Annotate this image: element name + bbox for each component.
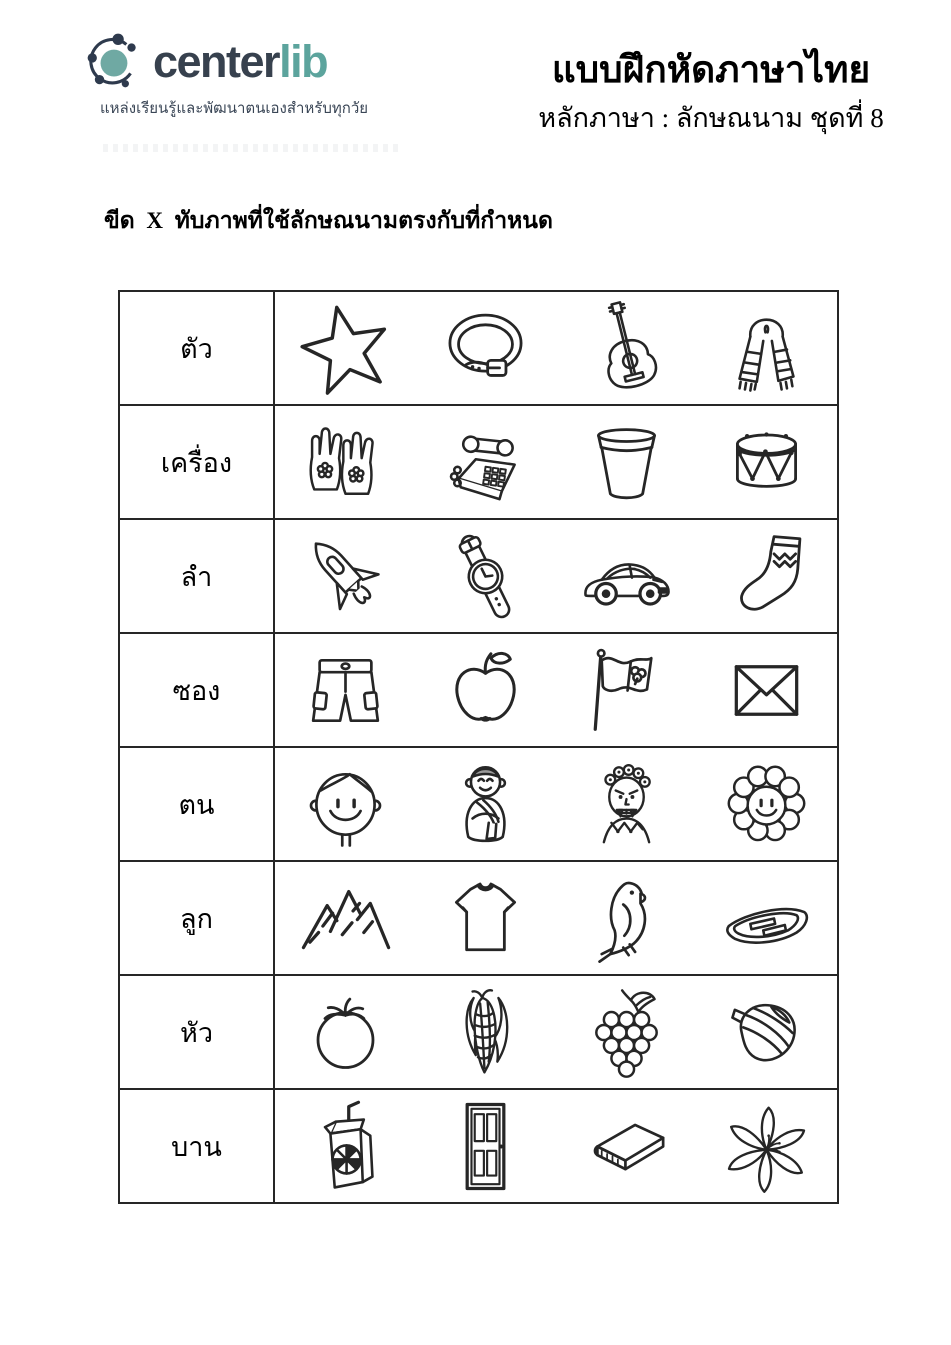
- flower-pot-icon: [578, 414, 675, 511]
- wristwatch-icon: [437, 528, 534, 625]
- star-icon: [297, 300, 394, 397]
- image-cell: [556, 862, 697, 974]
- table-row: [120, 518, 837, 632]
- telephone-icon: [437, 414, 534, 511]
- image-cell: [275, 634, 416, 746]
- juice-box-icon: [297, 1098, 394, 1195]
- image-cell: [416, 976, 557, 1088]
- t-shirt-icon: [437, 870, 534, 967]
- table-row: [120, 292, 837, 404]
- image-cell: [416, 406, 557, 518]
- image-cell: [416, 1090, 557, 1202]
- shorts-icon: [297, 642, 394, 739]
- image-cell: [556, 634, 697, 746]
- bird-icon: [578, 870, 675, 967]
- image-cell: [697, 292, 838, 404]
- boat-icon: [718, 870, 815, 967]
- image-cell: [697, 862, 838, 974]
- image-cell: [556, 520, 697, 632]
- sock-icon: [718, 528, 815, 625]
- image-cell: [275, 1090, 416, 1202]
- guitar-icon: [578, 300, 675, 397]
- classifier-label: ตน: [120, 748, 275, 860]
- giant-icon: [578, 756, 675, 853]
- image-cell: [556, 1090, 697, 1202]
- image-cell: [275, 292, 416, 404]
- table-row: [120, 632, 837, 746]
- classifier-label: ซอง: [120, 634, 275, 746]
- image-cell: [556, 748, 697, 860]
- classifier-label: ตัว: [120, 292, 275, 404]
- classifier-label: ลำ: [120, 520, 275, 632]
- wordmark-primary: center: [153, 35, 280, 87]
- classifier-label: บาน: [120, 1090, 275, 1202]
- belt-icon: [437, 300, 534, 397]
- image-cell: [416, 748, 557, 860]
- brand-block: [84, 30, 368, 120]
- table-row: [120, 1088, 837, 1202]
- image-cell: [556, 976, 697, 1088]
- faded-watermark: [103, 144, 403, 152]
- flower-icon: [718, 1098, 815, 1195]
- centerlib-logo-icon: [84, 30, 146, 92]
- image-cell: [556, 406, 697, 518]
- image-cell: [697, 976, 838, 1088]
- table-row: [120, 860, 837, 974]
- image-cell: [275, 862, 416, 974]
- tomato-icon: [297, 984, 394, 1081]
- grapes-icon: [578, 984, 675, 1081]
- wordmark-accent: lib: [279, 35, 328, 87]
- curly-hair-face-icon: [718, 756, 815, 853]
- image-cell: [697, 1090, 838, 1202]
- door-icon: [437, 1098, 534, 1195]
- image-cell: [697, 634, 838, 746]
- image-cell: [275, 520, 416, 632]
- rocket-icon: [297, 528, 394, 625]
- image-cell: [416, 634, 557, 746]
- apple-icon: [437, 642, 534, 739]
- image-cell: [416, 520, 557, 632]
- page-title: แบบฝึกหัดภาษาไทย: [551, 50, 871, 91]
- image-cell: [275, 976, 416, 1088]
- image-cell: [416, 292, 557, 404]
- page-subtitle: หลักภาษา : ลักษณนาม ชุดที่ 8: [538, 102, 884, 133]
- sports-car-icon: [578, 528, 675, 625]
- classifier-label: ลูก: [120, 862, 275, 974]
- image-cell: [416, 862, 557, 974]
- gloves-icon: [297, 414, 394, 511]
- instruction-text: ขีด X ทับภาพที่ใช้ลักษณนามตรงกับที่กำหนด: [104, 208, 553, 233]
- mountains-icon: [297, 870, 394, 967]
- scarf-icon: [718, 300, 815, 397]
- brand-tagline: แหล่งเรียนรู้และพัฒนาตนเองสำหรับทุกวัย: [100, 100, 369, 117]
- brand-wordmark: [153, 35, 328, 87]
- boy-face-icon: [297, 756, 394, 853]
- image-cell: [556, 292, 697, 404]
- image-cell: [275, 748, 416, 860]
- table-row: [120, 404, 837, 518]
- classifier-label: หัว: [120, 976, 275, 1088]
- flag-icon: [578, 642, 675, 739]
- book-icon: [578, 1098, 675, 1195]
- corn-icon: [437, 984, 534, 1081]
- image-cell: [697, 748, 838, 860]
- taro-icon: [718, 984, 815, 1081]
- title-block: [505, 50, 917, 139]
- table-row: [120, 746, 837, 860]
- table-row: [120, 974, 837, 1088]
- image-cell: [697, 520, 838, 632]
- classifier-label: เครื่อง: [120, 406, 275, 518]
- monk-icon: [437, 756, 534, 853]
- brand-row: [84, 30, 368, 92]
- image-cell: [275, 406, 416, 518]
- image-cell: [697, 406, 838, 518]
- envelope-icon: [718, 642, 815, 739]
- drum-icon: [718, 414, 815, 511]
- classifier-table: [118, 290, 839, 1204]
